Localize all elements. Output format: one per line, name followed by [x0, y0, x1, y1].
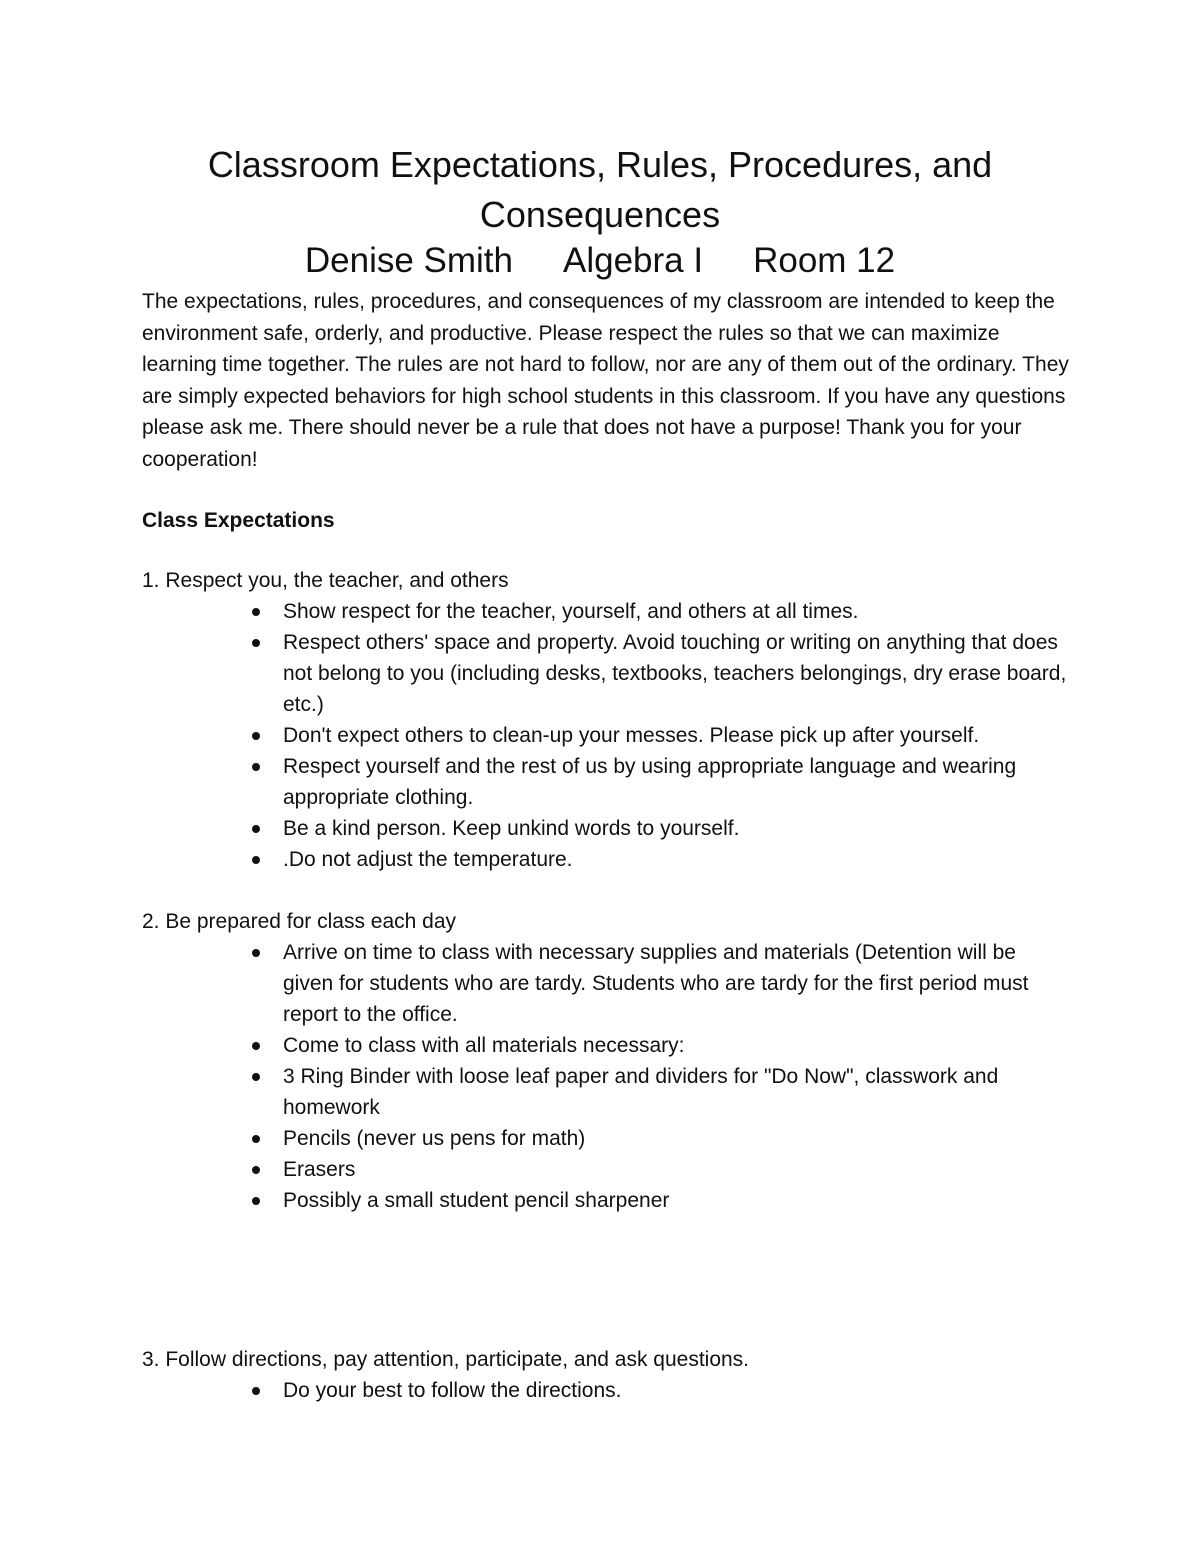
expectation-2-list [248, 937, 1068, 1216]
list-item: Don't expect others to clean-up your messes. Please pick up after yourself. [248, 720, 1068, 751]
expectation-2-heading: 2. Be prepared for class each day [142, 910, 457, 933]
list-item: Arrive on time to class with necessary supplies and materials (Detention will be given for students who are tardy. Students who are tardy for the first period must report to the office. [248, 937, 1068, 1030]
list-item: 3 Ring Binder with loose leaf paper and dividers for "Do Now", classwork and homework [248, 1061, 1068, 1123]
expectation-1-heading: 1. Respect you, the teacher, and others [142, 569, 509, 592]
intro-paragraph: The expectations, rules, procedures, and consequences of my classroom are intended to keep the environment safe, orderly, and productive. Please respect the rules so that we can maximize learning time together. The rules are not hard to follow, nor are any of them out of the ordinary. They are simply expected behaviors for high school students in this classroom. If you have any questions please ask me. There should never be a rule that does not have a purpose! Thank you for your cooperation! [142, 290, 1069, 471]
list-item: Pencils (never us pens for math) [248, 1123, 1068, 1154]
expectation-3-heading: 3. Follow directions, pay attention, participate, and ask questions. [142, 1348, 750, 1371]
expectation-1-list [248, 596, 1068, 875]
document-title-line-2: Consequences [479, 194, 721, 235]
list-item: .Do not adjust the temperature. [248, 844, 1068, 875]
room-number: Room 12 [753, 241, 896, 280]
list-item: Respect others' space and property. Avoid touching or writing on anything that does not belong to you (including desks, textbooks, teachers belongings, dry erase board, etc.) [248, 627, 1068, 720]
teacher-name: Denise Smith [304, 241, 513, 280]
list-item: Come to class with all materials necessary: [248, 1030, 1068, 1061]
list-item: Respect yourself and the rest of us by using appropriate language and wearing appropriate clothing. [248, 751, 1068, 813]
course-name: Algebra I [563, 241, 704, 280]
list-item: Possibly a small student pencil sharpener [248, 1185, 1068, 1216]
section-heading-class-expectations: Class Expectations [142, 509, 335, 532]
document-title-line-1: Classroom Expectations, Rules, Procedures, and [207, 144, 993, 185]
list-item: Erasers [248, 1154, 1068, 1185]
list-item: Show respect for the teacher, yourself, and others at all times. [248, 596, 1068, 627]
list-item: Do your best to follow the directions. [248, 1375, 1068, 1406]
list-item: Be a kind person. Keep unkind words to yourself. [248, 813, 1068, 844]
class-info-line [0, 237, 1200, 285]
expectation-3-list [248, 1375, 1068, 1406]
